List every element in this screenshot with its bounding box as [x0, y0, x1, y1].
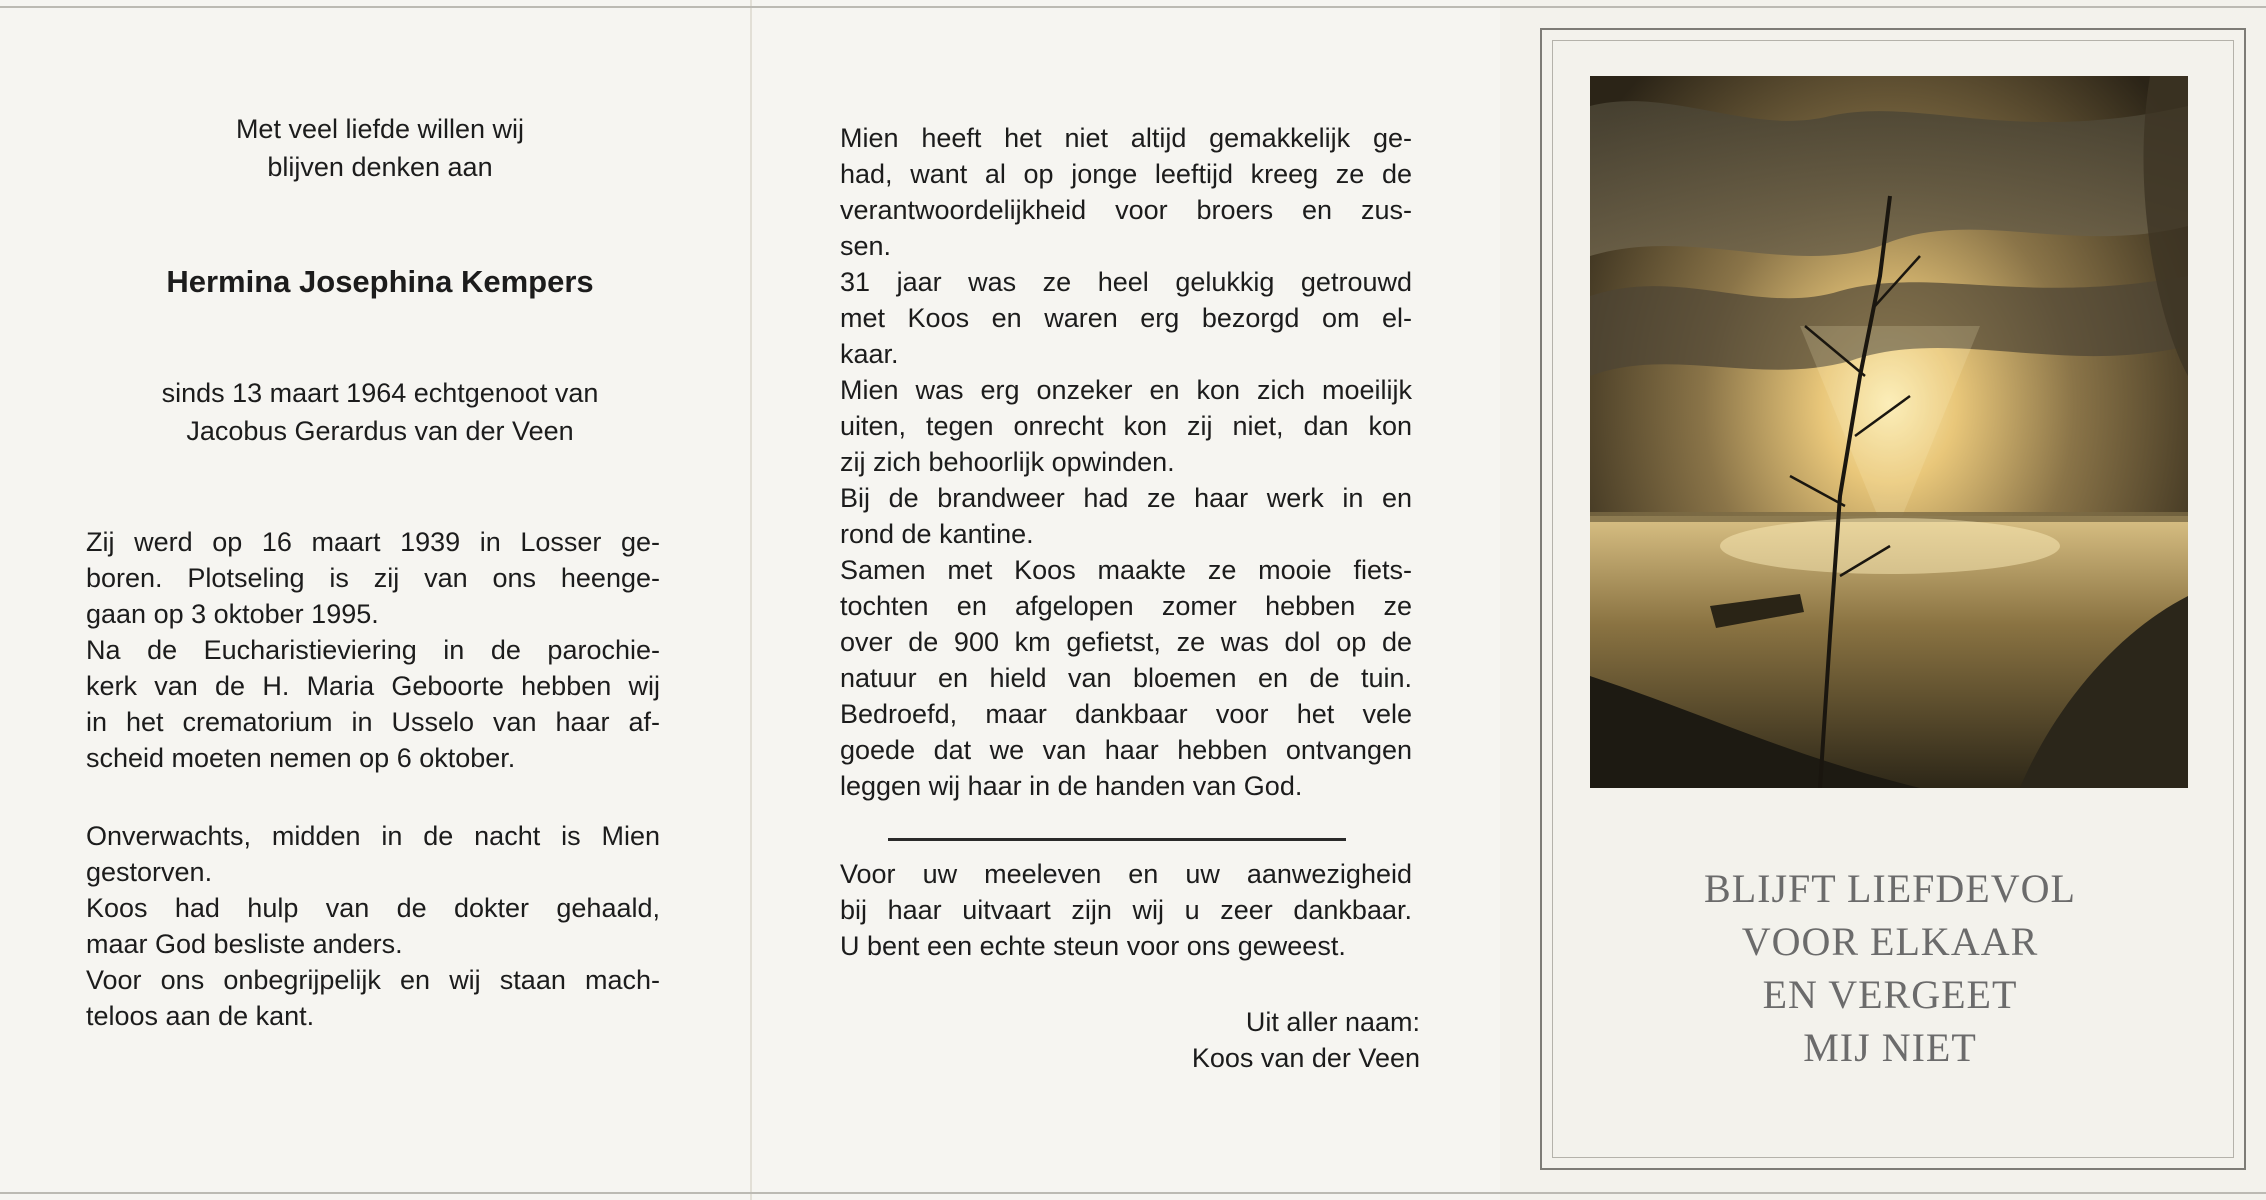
- text-line: gaan op 3 oktober 1995.: [86, 599, 379, 629]
- spouse-text: [80, 374, 680, 450]
- text-line: bij haar uitvaart zijn wij u zeer dankbaar.: [840, 895, 1412, 925]
- verse-line: VOOR ELKAAR: [1741, 919, 2039, 964]
- text-line: in het crematorium in Usselo van haar af-: [86, 707, 660, 737]
- text-line: natuur en hield van bloemen en de tuin.: [840, 663, 1412, 693]
- text-line: Mien heeft het niet altijd gemakkelijk ge-: [840, 123, 1412, 153]
- text-line: over de 900 km gefietst, ze was dol op de: [840, 627, 1412, 657]
- biography-paragraph: [86, 524, 660, 776]
- memorial-verse: [1580, 862, 2200, 1074]
- text-line: gestorven.: [86, 857, 213, 887]
- intro-line: blijven denken aan: [267, 152, 493, 182]
- text-line: boren. Plotseling is zij van ons heenge-: [86, 563, 660, 593]
- verse-line: BLIJFT LIEFDEVOL: [1704, 866, 2076, 911]
- intro-text: [80, 110, 680, 186]
- text-line: Mien was erg onzeker en kon zich moeilijk: [840, 375, 1412, 405]
- text-line: Voor uw meeleven en uw aanwezigheid: [840, 859, 1412, 889]
- text-line: Bij de brandweer had ze haar werk in en: [840, 483, 1412, 513]
- right-panel: [1500, 0, 2266, 1200]
- text-line: verantwoordelijkheid voor broers en zus-: [840, 195, 1412, 225]
- text-line: kaar.: [840, 339, 899, 369]
- text-line: scheid moeten nemen op 6 oktober.: [86, 743, 516, 773]
- text-line: uiten, tegen onrecht kon zij niet, dan kon: [840, 411, 1412, 441]
- scan-edge-top: [0, 6, 2266, 8]
- signature-line: Koos van der Veen: [1191, 1043, 1420, 1073]
- text-line: U bent een echte steun voor ons geweest.: [840, 931, 1346, 961]
- left-panel: [0, 0, 750, 1200]
- text-line: tochten en afgelopen zomer hebben ze: [840, 591, 1412, 621]
- sunset-lake-image: [1590, 76, 2188, 788]
- intro-line: Met veel liefde willen wij: [235, 114, 525, 144]
- signature-line: Uit aller naam:: [1245, 1007, 1420, 1037]
- text-line: Koos had hulp van de dokter gehaald,: [86, 893, 660, 923]
- text-line: leggen wij haar in de handen van God.: [840, 771, 1303, 801]
- sunset-lake-photo: [1590, 76, 2188, 788]
- spouse-line: Jacobus Gerardus van der Veen: [186, 416, 574, 446]
- middle-panel: [750, 0, 1500, 1200]
- text-line: teloos aan de kant.: [86, 1001, 315, 1031]
- text-line: sen.: [840, 231, 892, 261]
- spouse-line: sinds 13 maart 1964 echtgenoot van: [161, 378, 599, 408]
- text-line: 31 jaar was ze heel gelukkig getrouwd: [840, 267, 1412, 297]
- text-line: Zij werd op 16 maart 1939 in Losser ge-: [86, 527, 660, 557]
- text-line: had, want al op jonge leeftijd kreeg ze de: [840, 159, 1412, 189]
- text-line: Voor ons onbegrijpelijk en wij staan mach-: [86, 965, 660, 995]
- thanks-paragraph: [840, 856, 1412, 964]
- text-line: Onverwachts, midden in de nacht is Mien: [86, 821, 660, 851]
- text-line: kerk van de H. Maria Geboorte hebben wij: [86, 671, 660, 701]
- verse-line: EN VERGEET: [1762, 972, 2018, 1017]
- separator-rule: [888, 838, 1346, 841]
- deceased-name: Hermina Josephina Kempers: [166, 264, 594, 299]
- life-paragraph: [840, 120, 1412, 804]
- verse-line: MIJ NIET: [1803, 1025, 1977, 1070]
- text-line: goede dat we van haar hebben ontvangen: [840, 735, 1412, 765]
- text-line: Samen met Koos maakte ze mooie fiets-: [840, 555, 1412, 585]
- signature: [1192, 1004, 1420, 1076]
- text-line: zij zich behoorlijk opwinden.: [840, 447, 1175, 477]
- text-line: Na de Eucharistieviering in de parochie-: [86, 635, 660, 665]
- passing-paragraph: [86, 818, 660, 1034]
- text-line: maar God besliste anders.: [86, 929, 403, 959]
- text-line: Bedroefd, maar dankbaar voor het vele: [840, 699, 1412, 729]
- text-line: rond de kantine.: [840, 519, 1034, 549]
- text-line: met Koos en waren erg bezorgd om el-: [840, 303, 1412, 333]
- scan-edge-bottom: [0, 1192, 2266, 1194]
